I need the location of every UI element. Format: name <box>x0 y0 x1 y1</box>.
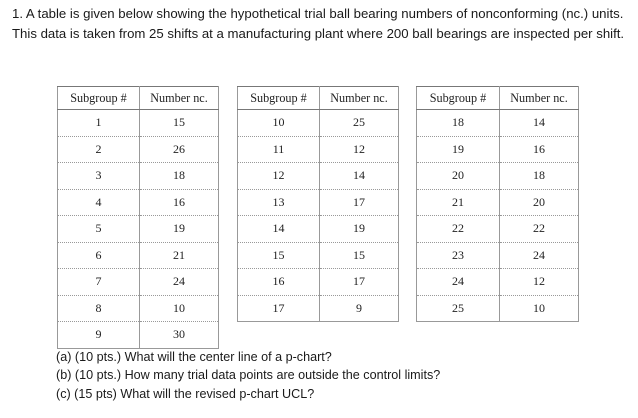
number-nc-cell: 30 <box>140 322 219 349</box>
table-header-row <box>238 87 399 110</box>
number-nc-cell: 18 <box>140 163 219 190</box>
subgroup-cell: 8 <box>58 295 140 322</box>
table-row <box>417 110 579 137</box>
table-row <box>238 295 399 322</box>
subgroup-header: Subgroup # <box>238 87 320 110</box>
table-row <box>58 242 219 269</box>
table-row <box>238 189 399 216</box>
subgroup-cell: 14 <box>238 216 320 243</box>
number-nc-cell: 12 <box>320 136 399 163</box>
number-nc-cell: 19 <box>140 216 219 243</box>
subgroup-cell: 11 <box>238 136 320 163</box>
table-row <box>417 136 579 163</box>
number-nc-cell: 16 <box>500 136 579 163</box>
subgroup-cell: 21 <box>417 189 500 216</box>
question-c: (c) (15 pts) What will the revised p-chart UCL? <box>56 386 315 401</box>
subgroup-cell: 13 <box>238 189 320 216</box>
subgroup-cell: 18 <box>417 110 500 137</box>
number-nc-cell: 9 <box>320 295 399 322</box>
subgroup-cell: 6 <box>58 242 140 269</box>
number-nc-cell: 15 <box>320 242 399 269</box>
number-nc-cell: 21 <box>140 242 219 269</box>
table-row <box>58 189 219 216</box>
table-row <box>58 295 219 322</box>
table-header-row <box>58 87 219 110</box>
subgroup-cell: 7 <box>58 269 140 296</box>
number-nc-header: Number nc. <box>500 87 579 110</box>
data-table-2 <box>237 86 399 322</box>
subgroup-header: Subgroup # <box>58 87 140 110</box>
subgroup-cell: 15 <box>238 242 320 269</box>
number-nc-cell: 12 <box>500 269 579 296</box>
number-nc-cell: 24 <box>500 242 579 269</box>
table-row <box>58 110 219 137</box>
table-row <box>238 136 399 163</box>
table-row <box>417 242 579 269</box>
table-row <box>238 216 399 243</box>
subgroup-cell: 10 <box>238 110 320 137</box>
subgroup-cell: 20 <box>417 163 500 190</box>
table-row <box>238 269 399 296</box>
table-row <box>417 163 579 190</box>
number-nc-cell: 14 <box>320 163 399 190</box>
table-row <box>417 189 579 216</box>
subgroup-cell: 12 <box>238 163 320 190</box>
number-nc-cell: 18 <box>500 163 579 190</box>
table-row <box>58 216 219 243</box>
table-row <box>238 110 399 137</box>
subgroup-cell: 24 <box>417 269 500 296</box>
table-row <box>58 322 219 349</box>
subgroup-cell: 1 <box>58 110 140 137</box>
subgroup-cell: 23 <box>417 242 500 269</box>
number-nc-cell: 10 <box>140 295 219 322</box>
table-row <box>417 295 579 322</box>
table-row <box>238 242 399 269</box>
number-nc-cell: 20 <box>500 189 579 216</box>
subgroup-cell: 5 <box>58 216 140 243</box>
table-row <box>417 216 579 243</box>
subgroup-cell: 25 <box>417 295 500 322</box>
subgroup-cell: 9 <box>58 322 140 349</box>
number-nc-cell: 14 <box>500 110 579 137</box>
problem-statement: 1. A table is given below showing the hypothetical trial ball bearing numbers of nonconforming (nc.) units. This data is taken from 25 shifts at a manufacturing plant where 200 ball bearings are inspected per shift. <box>12 6 625 41</box>
question-a: (a) (10 pts.) What will the center line of a p-chart? <box>56 350 332 364</box>
subgroup-cell: 22 <box>417 216 500 243</box>
number-nc-cell: 25 <box>320 110 399 137</box>
number-nc-cell: 15 <box>140 110 219 137</box>
table-row <box>58 163 219 190</box>
subgroup-header: Subgroup # <box>417 87 500 110</box>
table-row <box>58 136 219 163</box>
questions-list <box>56 348 440 403</box>
table-row <box>238 163 399 190</box>
table-header-row <box>417 87 579 110</box>
table-row <box>417 269 579 296</box>
number-nc-cell: 26 <box>140 136 219 163</box>
number-nc-cell: 19 <box>320 216 399 243</box>
number-nc-cell: 24 <box>140 269 219 296</box>
subgroup-cell: 2 <box>58 136 140 163</box>
subgroup-cell: 17 <box>238 295 320 322</box>
subgroup-cell: 16 <box>238 269 320 296</box>
data-table-1 <box>57 86 219 349</box>
subgroup-cell: 19 <box>417 136 500 163</box>
number-nc-header: Number nc. <box>140 87 219 110</box>
data-table-3 <box>416 86 579 322</box>
number-nc-cell: 22 <box>500 216 579 243</box>
subgroup-cell: 3 <box>58 163 140 190</box>
question-b: (b) (10 pts.) How many trial data points are outside the control limits? <box>56 368 441 383</box>
number-nc-header: Number nc. <box>320 87 399 110</box>
table-row <box>58 269 219 296</box>
number-nc-cell: 17 <box>320 269 399 296</box>
number-nc-cell: 17 <box>320 189 399 216</box>
subgroup-cell: 4 <box>58 189 140 216</box>
number-nc-cell: 10 <box>500 295 579 322</box>
number-nc-cell: 16 <box>140 189 219 216</box>
